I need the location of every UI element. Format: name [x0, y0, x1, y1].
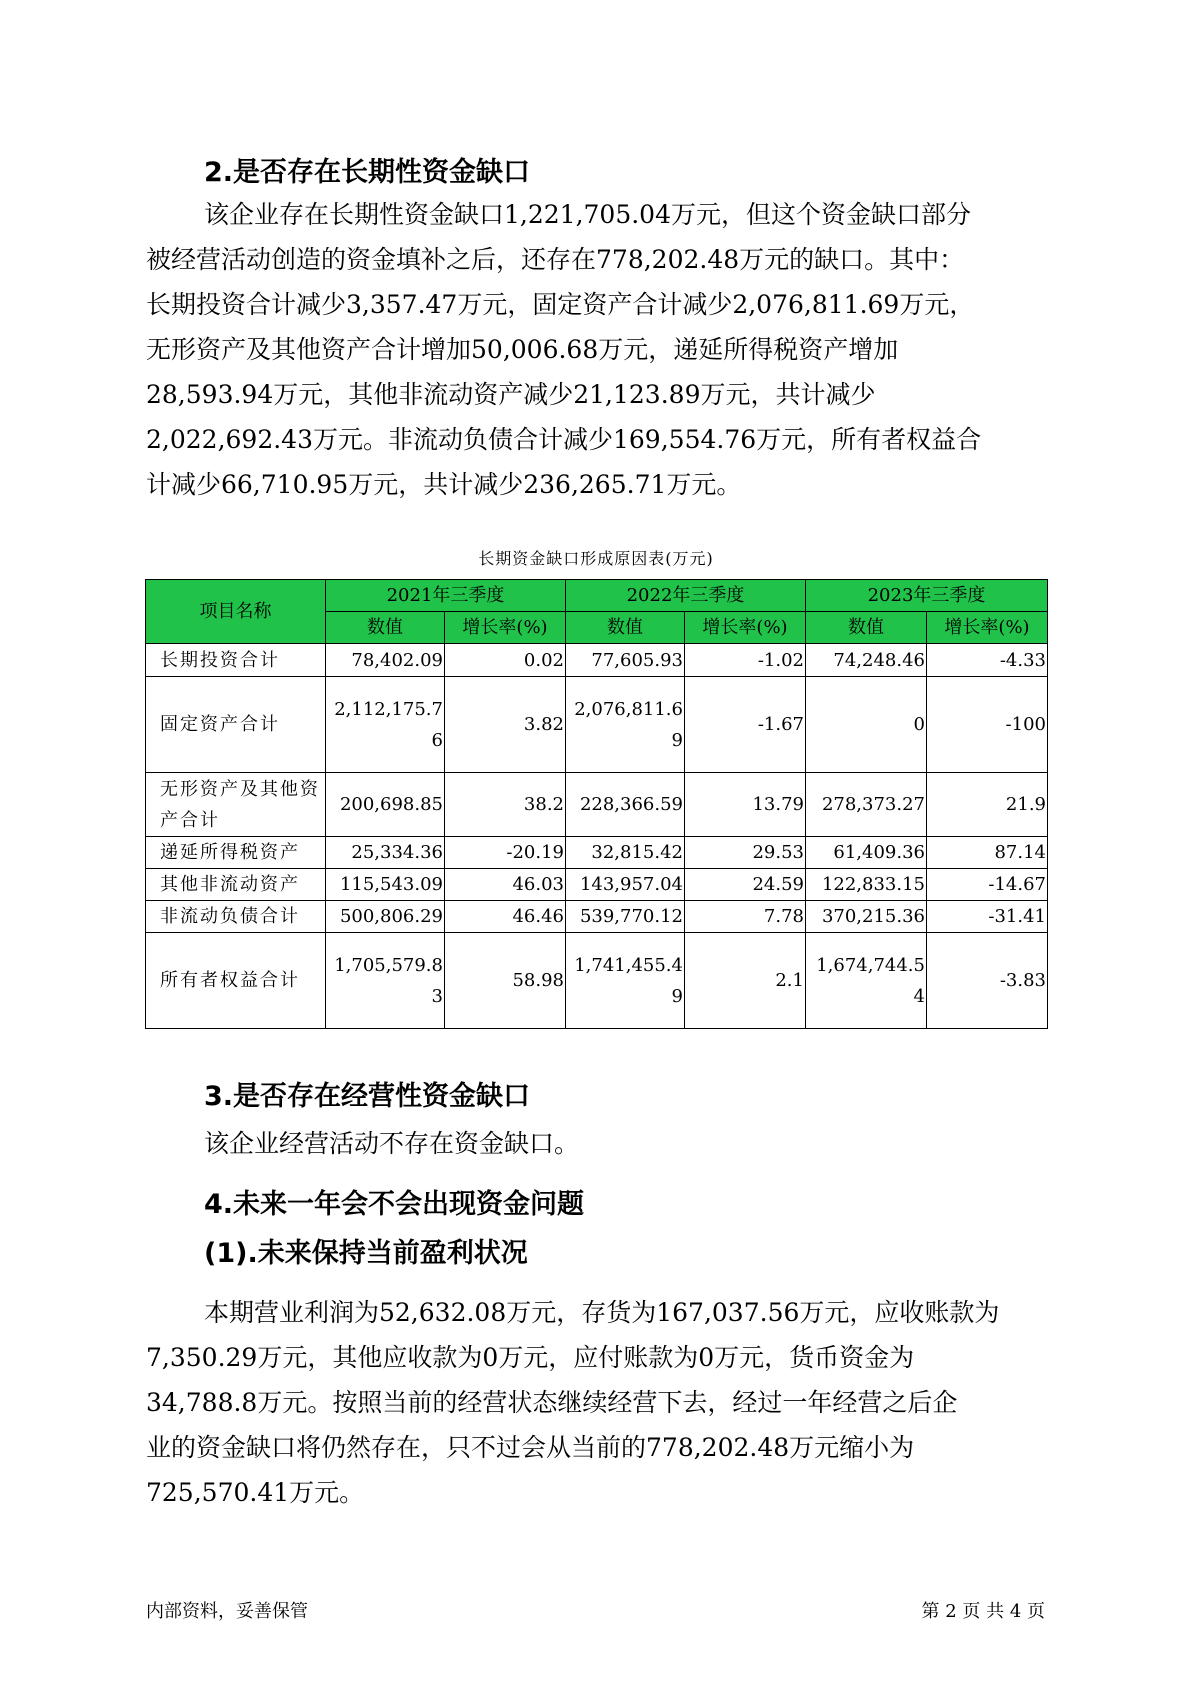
table-cell: 21.9: [927, 773, 1048, 837]
paragraph-line: 28,593.94万元，其他非流动资产减少21,123.89万元，共计减少: [146, 380, 876, 409]
table-cell: -1.67: [685, 677, 806, 773]
value-header: 数值: [806, 612, 927, 644]
table-cell: 2,112,175.76: [326, 677, 445, 773]
rate-header: 增长率(%): [445, 612, 566, 644]
table-cell: 46.03: [445, 869, 566, 901]
table-cell: 78,402.09: [326, 644, 445, 677]
paragraph-line: 7,350.29万元，其他应收款为0万元，应付账款为0万元，货币资金为: [146, 1343, 915, 1372]
paragraph-line: 725,570.41万元。: [146, 1478, 365, 1507]
paragraph-line: 该企业经营活动不存在资金缺口。: [204, 1129, 580, 1158]
table-row: [146, 644, 1048, 677]
table-cell: 115,543.09: [326, 869, 445, 901]
section4-subheading: (1).未来保持当前盈利状况: [204, 1238, 528, 1269]
paragraph-line: 长期投资合计减少3,357.47万元，固定资产合计减少2,076,811.69万元，: [146, 290, 975, 319]
section3-paragraph: [146, 1121, 1046, 1166]
paragraph-line: 无形资产及其他资产合计增加50,006.68万元，递延所得税资产增加: [146, 335, 899, 364]
table-row: [146, 869, 1048, 901]
row-name: 长期投资合计: [146, 644, 326, 677]
table-cell: 1,741,455.49: [566, 933, 685, 1029]
table-cell: 539,770.12: [566, 901, 685, 933]
paragraph-line: 被经营活动创造的资金填补之后，还存在778,202.48万元的缺口。其中：: [146, 245, 965, 274]
table-cell: 2.1: [685, 933, 806, 1029]
row-name: 非流动负债合计: [146, 901, 326, 933]
paragraph-line: 34,788.8万元。按照当前的经营状态继续经营下去，经过一年经营之后企: [146, 1388, 958, 1417]
table-cell: -3.83: [927, 933, 1048, 1029]
value-header: 数值: [326, 612, 445, 644]
section3-heading: 3.是否存在经营性资金缺口: [204, 1081, 531, 1112]
paragraph-line: 该企业存在长期性资金缺口1,221,705.04万元，但这个资金缺口部分: [204, 200, 971, 229]
table-cell: 2,076,811.69: [566, 677, 685, 773]
table-cell: -20.19: [445, 837, 566, 869]
table-cell: 0.02: [445, 644, 566, 677]
table-cell: 500,806.29: [326, 901, 445, 933]
table-row: [146, 837, 1048, 869]
table-cell: 1,705,579.83: [326, 933, 445, 1029]
table-cell: -14.67: [927, 869, 1048, 901]
table-cell: 13.79: [685, 773, 806, 837]
table-cell: 7.78: [685, 901, 806, 933]
table-row: [146, 933, 1048, 1029]
table-cell: 1,674,744.54: [806, 933, 927, 1029]
section2-paragraph: [146, 192, 1046, 507]
table-cell: 200,698.85: [326, 773, 445, 837]
table-caption: 长期资金缺口形成原因表(万元): [478, 549, 714, 568]
table-row: [146, 901, 1048, 933]
section4-paragraph: [146, 1290, 1046, 1515]
table-cell: 278,373.27: [806, 773, 927, 837]
rate-header: 增长率(%): [927, 612, 1048, 644]
table-cell: 370,215.36: [806, 901, 927, 933]
table-cell: 87.14: [927, 837, 1048, 869]
item-name-header: 项目名称: [146, 580, 326, 644]
page-number: 第 2 页 共 4 页: [921, 1601, 1045, 1622]
row-name: 其他非流动资产: [146, 869, 326, 901]
table-cell: 122,833.15: [806, 869, 927, 901]
table-cell: -1.02: [685, 644, 806, 677]
table-cell: 38.2: [445, 773, 566, 837]
table-cell: 0: [806, 677, 927, 773]
section4-heading: 4.未来一年会不会出现资金问题: [204, 1189, 585, 1220]
long-term-gap-table: [145, 579, 1048, 1029]
table-cell: 24.59: [685, 869, 806, 901]
row-name: 固定资产合计: [146, 677, 326, 773]
row-name: 无形资产及其他资产合计: [146, 773, 326, 837]
period-header: 2023年三季度: [806, 580, 1048, 612]
table-cell: 25,334.36: [326, 837, 445, 869]
table-cell: 74,248.46: [806, 644, 927, 677]
table-cell: 77,605.93: [566, 644, 685, 677]
period-header: 2021年三季度: [326, 580, 566, 612]
table-cell: -31.41: [927, 901, 1048, 933]
table-cell: 3.82: [445, 677, 566, 773]
section2-heading: 2.是否存在长期性资金缺口: [204, 157, 531, 188]
period-header: 2022年三季度: [566, 580, 806, 612]
paragraph-line: 2,022,692.43万元。非流动负债合计减少169,554.76万元，所有者权益合: [146, 425, 982, 454]
row-name: 递延所得税资产: [146, 837, 326, 869]
table-cell: 46.46: [445, 901, 566, 933]
table-cell: 61,409.36: [806, 837, 927, 869]
table-cell: -100: [927, 677, 1048, 773]
table-row: [146, 677, 1048, 773]
paragraph-line: 业的资金缺口将仍然存在，只不过会从当前的778,202.48万元缩小为: [146, 1433, 915, 1462]
table-row: [146, 773, 1048, 837]
row-name: 所有者权益合计: [146, 933, 326, 1029]
table-cell: 32,815.42: [566, 837, 685, 869]
value-header: 数值: [566, 612, 685, 644]
paragraph-line: 本期营业利润为52,632.08万元，存货为167,037.56万元，应收账款为: [204, 1298, 1000, 1327]
table-cell: 228,366.59: [566, 773, 685, 837]
table-cell: -4.33: [927, 644, 1048, 677]
paragraph-line: 计减少66,710.95万元，共计减少236,265.71万元。: [146, 470, 742, 499]
footer-note: 内部资料，妥善保管: [146, 1601, 308, 1622]
table-cell: 58.98: [445, 933, 566, 1029]
table-cell: 143,957.04: [566, 869, 685, 901]
rate-header: 增长率(%): [685, 612, 806, 644]
table-cell: 29.53: [685, 837, 806, 869]
